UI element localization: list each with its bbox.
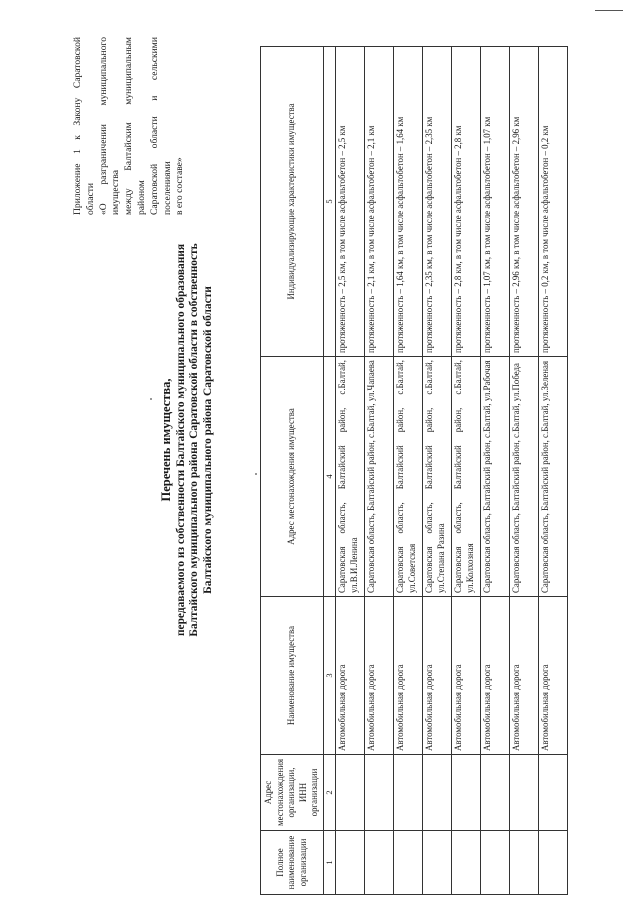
property-specs-cell: протяженность – 2,8 км, в том числе асфальтобетон – 2,8 км xyxy=(452,47,481,357)
organization-cell xyxy=(423,831,452,895)
table-row xyxy=(452,47,481,895)
organization-cell xyxy=(336,831,365,895)
heading-line: Балтайского муниципального района Саратовской области xyxy=(201,286,214,594)
organization-address-cell xyxy=(394,755,423,831)
property-specs-cell: протяженность – 0,2 км, в том числе асфальтобетон – 0,2 км xyxy=(539,47,568,357)
organization-address-cell xyxy=(510,755,539,831)
organization-cell xyxy=(539,831,568,895)
column-header-property-address: Адрес местонахождения имущества xyxy=(261,357,324,597)
property-name-cell: Автомобильная дорога xyxy=(423,597,452,755)
appendix-line: в его составе» xyxy=(174,157,186,215)
property-name-cell: Автомобильная дорога xyxy=(510,597,539,755)
column-number: 1 xyxy=(324,831,336,895)
column-header-organization-address: Адрес местонахождения организации, ИНН организации xyxy=(261,755,324,831)
property-name-cell: Автомобильная дорога xyxy=(452,597,481,755)
property-specs-cell: протяженность – 2,35 км, в том числе асфальтобетон – 2,35 км xyxy=(423,47,452,357)
property-specs-cell: протяженность – 2,96 км, в том числе асфальтобетон – 2,96 км xyxy=(510,47,539,357)
organization-cell xyxy=(365,831,394,895)
table-row xyxy=(394,47,423,895)
table-row xyxy=(365,47,394,895)
column-number: 2 xyxy=(324,755,336,831)
organization-cell xyxy=(510,831,539,895)
column-number: 3 xyxy=(324,597,336,755)
organization-address-cell xyxy=(336,755,365,831)
appendix-line: Саратовской области и сельскими поселениями xyxy=(148,37,173,215)
organization-address-cell xyxy=(481,755,510,831)
column-number-row xyxy=(324,47,336,895)
property-name-cell: Автомобильная дорога xyxy=(365,597,394,755)
organization-cell xyxy=(481,831,510,895)
property-address-cell: Саратовская область, Балтайский район, с.Балтай, ул.Зеленая xyxy=(539,357,568,597)
table-header-row xyxy=(261,47,324,895)
property-specs-cell: протяженность – 1,64 км, в том числе асфальтобетон – 1,64 км xyxy=(394,47,423,357)
scan-speck xyxy=(150,398,152,400)
heading-line: передаваемого из собственности Балтайского муниципального образования xyxy=(175,243,188,637)
property-address-cell: Саратовская область, Балтайский район, с.Балтай, ул.Рабочая xyxy=(481,357,510,597)
document-heading xyxy=(160,123,215,757)
organization-address-cell xyxy=(365,755,394,831)
appendix-line: «О разграничении муниципального имущества xyxy=(97,37,122,215)
property-specs-cell: протяженность – 1,07 км, в том числе асфальтобетон – 1,07 км xyxy=(481,47,510,357)
table-row xyxy=(539,47,568,895)
property-table xyxy=(260,46,568,895)
table-row xyxy=(423,47,452,895)
table-row xyxy=(481,47,510,895)
property-address-cell: Саратовская область, Балтайский район, с.Балтай, ул.Советская xyxy=(394,357,423,597)
table-row xyxy=(510,47,539,895)
property-address-cell: Саратовская область, Балтайский район, с.Бaлтай, ул.Победа xyxy=(510,357,539,597)
heading-line: Балтайского муниципального района Саратовской области в собственность xyxy=(188,243,201,637)
appendix-line: Приложение 1 к Закону Саратовской области xyxy=(72,37,96,215)
column-header-property-specs: Индивидуализирующие характеристики имущества xyxy=(261,47,324,357)
column-number: 4 xyxy=(324,357,336,597)
property-name-cell: Автомобильная дорога xyxy=(394,597,423,755)
property-specs-cell: протяженность – 2,5 км, в том числе асфальтобетон – 2,5 км xyxy=(336,47,365,357)
property-address-cell: Саратовская область, Балтайский район, с.Балтай, ул.Колхозная xyxy=(452,357,481,597)
appendix-line: между Балтайским муниципальным районом xyxy=(123,37,147,215)
property-name-cell: Автомобильная дорога xyxy=(481,597,510,755)
property-specs-cell: протяженность – 2,1 км, в том числе асфальтобетон – 2,1 км xyxy=(365,47,394,357)
column-header-property-name: Наименование имущества xyxy=(261,597,324,755)
property-address-cell: Саратовская область, Балтайский район, с.Балтай, ул.Чапаева xyxy=(365,357,394,597)
column-header-organization: Полное наименование организации xyxy=(261,831,324,895)
property-name-cell: Автомобильная дорога xyxy=(539,597,568,755)
column-number: 5 xyxy=(324,47,336,357)
table-row xyxy=(336,47,365,895)
scan-speck xyxy=(255,473,257,475)
property-address-cell: Саратовская область, Балтайский район, с.Балтай, ул.В.И.Ленина xyxy=(336,357,365,597)
organization-address-cell xyxy=(423,755,452,831)
property-address-cell: Саратовская область, Балтайский район, с.Балтай, ул.Степана Разина xyxy=(423,357,452,597)
organization-address-cell xyxy=(452,755,481,831)
property-name-cell: Автомобильная дорога xyxy=(336,597,365,755)
organization-cell xyxy=(394,831,423,895)
heading-title: Перечень имущества, xyxy=(159,378,173,502)
organization-cell xyxy=(452,831,481,895)
organization-address-cell xyxy=(539,755,568,831)
